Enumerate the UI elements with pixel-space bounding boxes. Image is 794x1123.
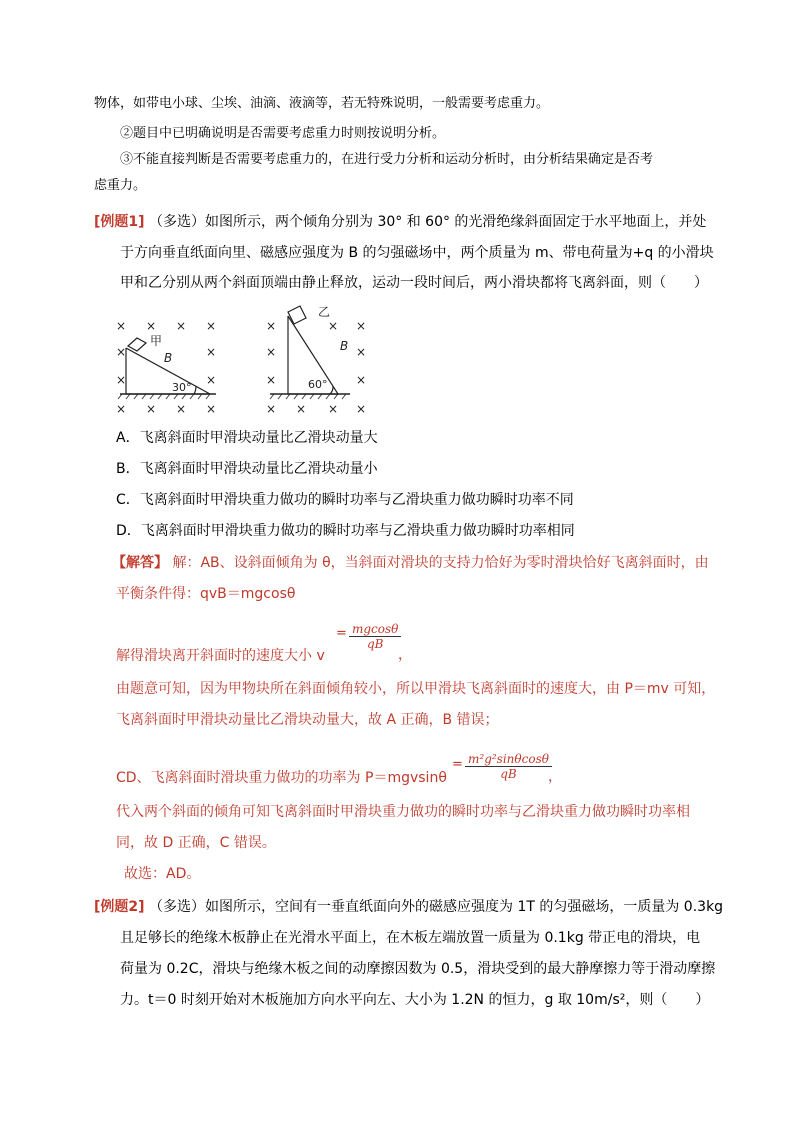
field-cross: × — [206, 345, 217, 359]
right-block-label: 乙 — [318, 305, 331, 319]
power-fraction — [465, 752, 552, 781]
left-block-label: 甲 — [150, 334, 163, 348]
option-a: A．飞离斜面时甲滑块动量比乙滑块动量大 — [116, 430, 378, 446]
field-cross: × — [356, 319, 367, 333]
answer-text-1: 解：AB、设斜面倾角为 θ，当斜面对滑块的支持力恰好为零时滑块恰好飞离斜面时，由 — [172, 555, 709, 571]
field-cross: × — [116, 373, 127, 387]
power-denominator: qB — [500, 767, 517, 781]
inclines-figure — [110, 302, 380, 420]
option-d: D．飞离斜面时甲滑块重力做功的瞬时功率与乙滑块重力做功瞬时功率相同 — [116, 523, 575, 539]
field-cross: × — [176, 402, 187, 416]
answer-text-2: 平衡条件得：qvB＝mgcosθ — [116, 586, 296, 602]
example2-text-1: （多选）如图所示，空间有一垂直纸面向外的磁感应强度为 1T 的匀强磁场，一质量为 0.3kg — [149, 899, 724, 915]
intro-line-1: 物体，如带电小球、尘埃、油滴、液滴等，若无特殊说明，一般需要考虑重力。 — [94, 96, 550, 111]
answer-text-4: 由题意可知，因为甲物块所在斜面倾角较小，所以甲滑块飞离斜面时的速度大，由 P＝mv 可知， — [116, 681, 716, 697]
field-cross: × — [356, 402, 367, 416]
left-incline — [118, 338, 216, 399]
answer-text-3: 解得滑块离开斜面时的速度大小 v — [116, 648, 325, 664]
intro-line-3: ③不能直接判断是否需要考虑重力的，在进行受力分析和运动分析时，由分析结果确定是否考 — [120, 152, 654, 167]
field-cross: × — [266, 402, 277, 416]
field-cross: × — [328, 319, 339, 333]
field-cross: × — [356, 345, 367, 359]
answer-tag: 【解答】 — [112, 555, 168, 571]
field-cross: × — [266, 345, 277, 359]
intro-line-2: ②题目中已明确说明是否需要考虑重力时则按说明分析。 — [120, 126, 446, 141]
left-angle-label: 30° — [172, 381, 192, 394]
field-cross: × — [266, 319, 277, 333]
field-cross: × — [296, 402, 307, 416]
answer-line-1 — [112, 553, 709, 573]
field-cross: × — [146, 319, 157, 333]
example1-text-3: 甲和乙分别从两个斜面顶端由静止释放，运动一段时间后，两小滑块都将飞离斜面，则（ ） — [120, 275, 708, 291]
example2-tag: [例题2] — [94, 899, 145, 915]
field-cross: × — [116, 319, 127, 333]
field-cross: × — [146, 402, 157, 416]
left-field-label: B — [164, 351, 173, 365]
field-cross: × — [266, 373, 277, 387]
field-cross: × — [206, 402, 217, 416]
example2-question-line-1 — [94, 897, 723, 917]
velocity-fraction — [349, 622, 401, 651]
field-cross: × — [206, 319, 217, 333]
example2-text-4: 力。t＝0 时刻开始对木板施加方向水平向左、大小为 1.2N 的恒力，g 取 10m/s²，则（ ） — [120, 992, 710, 1008]
example2-text-2: 且足够长的绝缘木板静止在光滑水平面上，在木板左端放置一质量为 0.1kg 带正电的滑块，电 — [120, 930, 701, 946]
example1-tag: [例题1] — [94, 214, 145, 230]
velocity-numerator: mgcosθ — [349, 622, 401, 637]
example1-text-2: 于方向垂直纸面向里、磁感应强度为 B 的匀强磁场中，两个质量为 m、带电荷量为+q 的小滑块 — [120, 245, 714, 261]
example1-question-line-1 — [94, 212, 706, 232]
answer-text-9: 故选：AD。 — [124, 866, 201, 882]
answer-text-8: 同，故 D 正确，C 错误。 — [116, 835, 276, 851]
answer-text-5: 飞离斜面时甲滑块动量比乙滑块动量大，故 A 正确，B 错误； — [116, 712, 499, 728]
example1-text-1: （多选）如图所示，两个倾角分别为 30° 和 60° 的光滑绝缘斜面固定于水平地面上，并处 — [149, 214, 707, 230]
field-cross: × — [356, 373, 367, 387]
field-cross: × — [206, 373, 217, 387]
example2-text-3: 荷量为 0.2C，滑块与绝缘木板之间的动摩擦因数为 0.5，滑块受到的最大静摩擦力等于滑动摩擦 — [120, 961, 716, 977]
field-cross: × — [116, 402, 127, 416]
intro-line-4: 虑重力。 — [94, 178, 147, 193]
field-cross: × — [176, 319, 187, 333]
answer-text-6: CD、飞离斜面时滑块重力做功的功率为 P＝mgvsinθ — [116, 770, 447, 786]
option-c: C．飞离斜面时甲滑块重力做功的瞬时功率与乙滑块重力做功瞬时功率不同 — [116, 492, 574, 508]
field-cross: × — [328, 402, 339, 416]
field-cross: × — [116, 345, 127, 359]
option-b: B．飞离斜面时甲滑块动量比乙滑块动量小 — [116, 461, 378, 477]
right-angle-label: 60° — [308, 378, 328, 391]
right-field-label: B — [340, 339, 349, 353]
answer-text-7: 代入两个斜面的倾角可知飞离斜面时甲滑块重力做功的瞬时功率与乙滑块重力做功瞬时功率相 — [116, 804, 690, 820]
power-numerator: m²g²sinθcosθ — [465, 752, 552, 767]
velocity-denominator: qB — [366, 637, 384, 651]
